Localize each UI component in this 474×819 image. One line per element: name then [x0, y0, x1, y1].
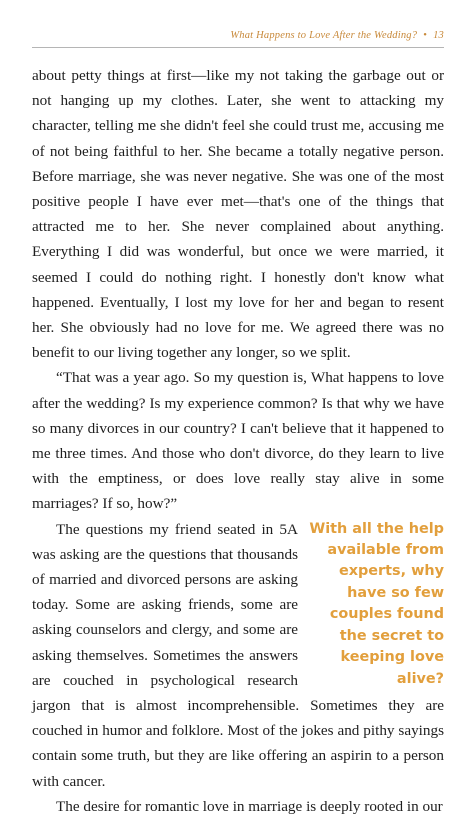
- chapter-title: What Happens to Love After the Wedding?: [230, 30, 418, 41]
- running-header: [32, 30, 444, 41]
- page-number: 13: [433, 30, 444, 41]
- paragraph-quote: “That was a year ago. So my question is, What happens to love after the wedding? Is my experience common? Is that why we have so many divorces in our country? I can't believe that it happened to me three times. And those who don't divorce, do they learn to live with the emptiness, or does love really stay alive in some marriages? If so, how?”: [32, 369, 444, 513]
- paragraph-questions: The questions my friend seated in 5A was asking are the questions that thousands of married and divorced persons are asking today. Some are asking friends, some are asking counselors and clergy, and some are asking themselves. Sometimes the answers are couched in psychological research jargon that is almost incomprehensible. Sometimes they are couched in humor and folklore. Most of the jokes and pithy sayings contain some truth, but they are like offering an aspirin to a person with cancer.: [32, 520, 444, 790]
- paragraph-desire: The desire for romantic love in marriage is deeply rooted in our: [56, 797, 443, 815]
- header-rule: [32, 47, 444, 48]
- paragraph-continued: about petty things at first—like my not taking the garbage out or not hanging up my clothes. Later, she went to attacking my character, telling me she didn't feel she could trust me, accusing me of not being faithful to her. She became a totally negative person. Before marriage, she was never negative. She was one of the most positive people I have ever met—that's one of the things that attracted me to her. She never complained about anything. Everything I did was wonderful, but once we were married, it seemed I could do nothing right. I honestly don't know what happened. Eventually, I lost my love for her and began to resent her. She obviously had no love for me. We agreed there was no benefit to our living together any longer, so we split.: [32, 67, 444, 362]
- body-text: [32, 63, 444, 819]
- header-separator: •: [423, 30, 428, 41]
- pull-quote: With all the help available from experts, why have so few couples found the secret to keeping love alive?: [309, 520, 444, 687]
